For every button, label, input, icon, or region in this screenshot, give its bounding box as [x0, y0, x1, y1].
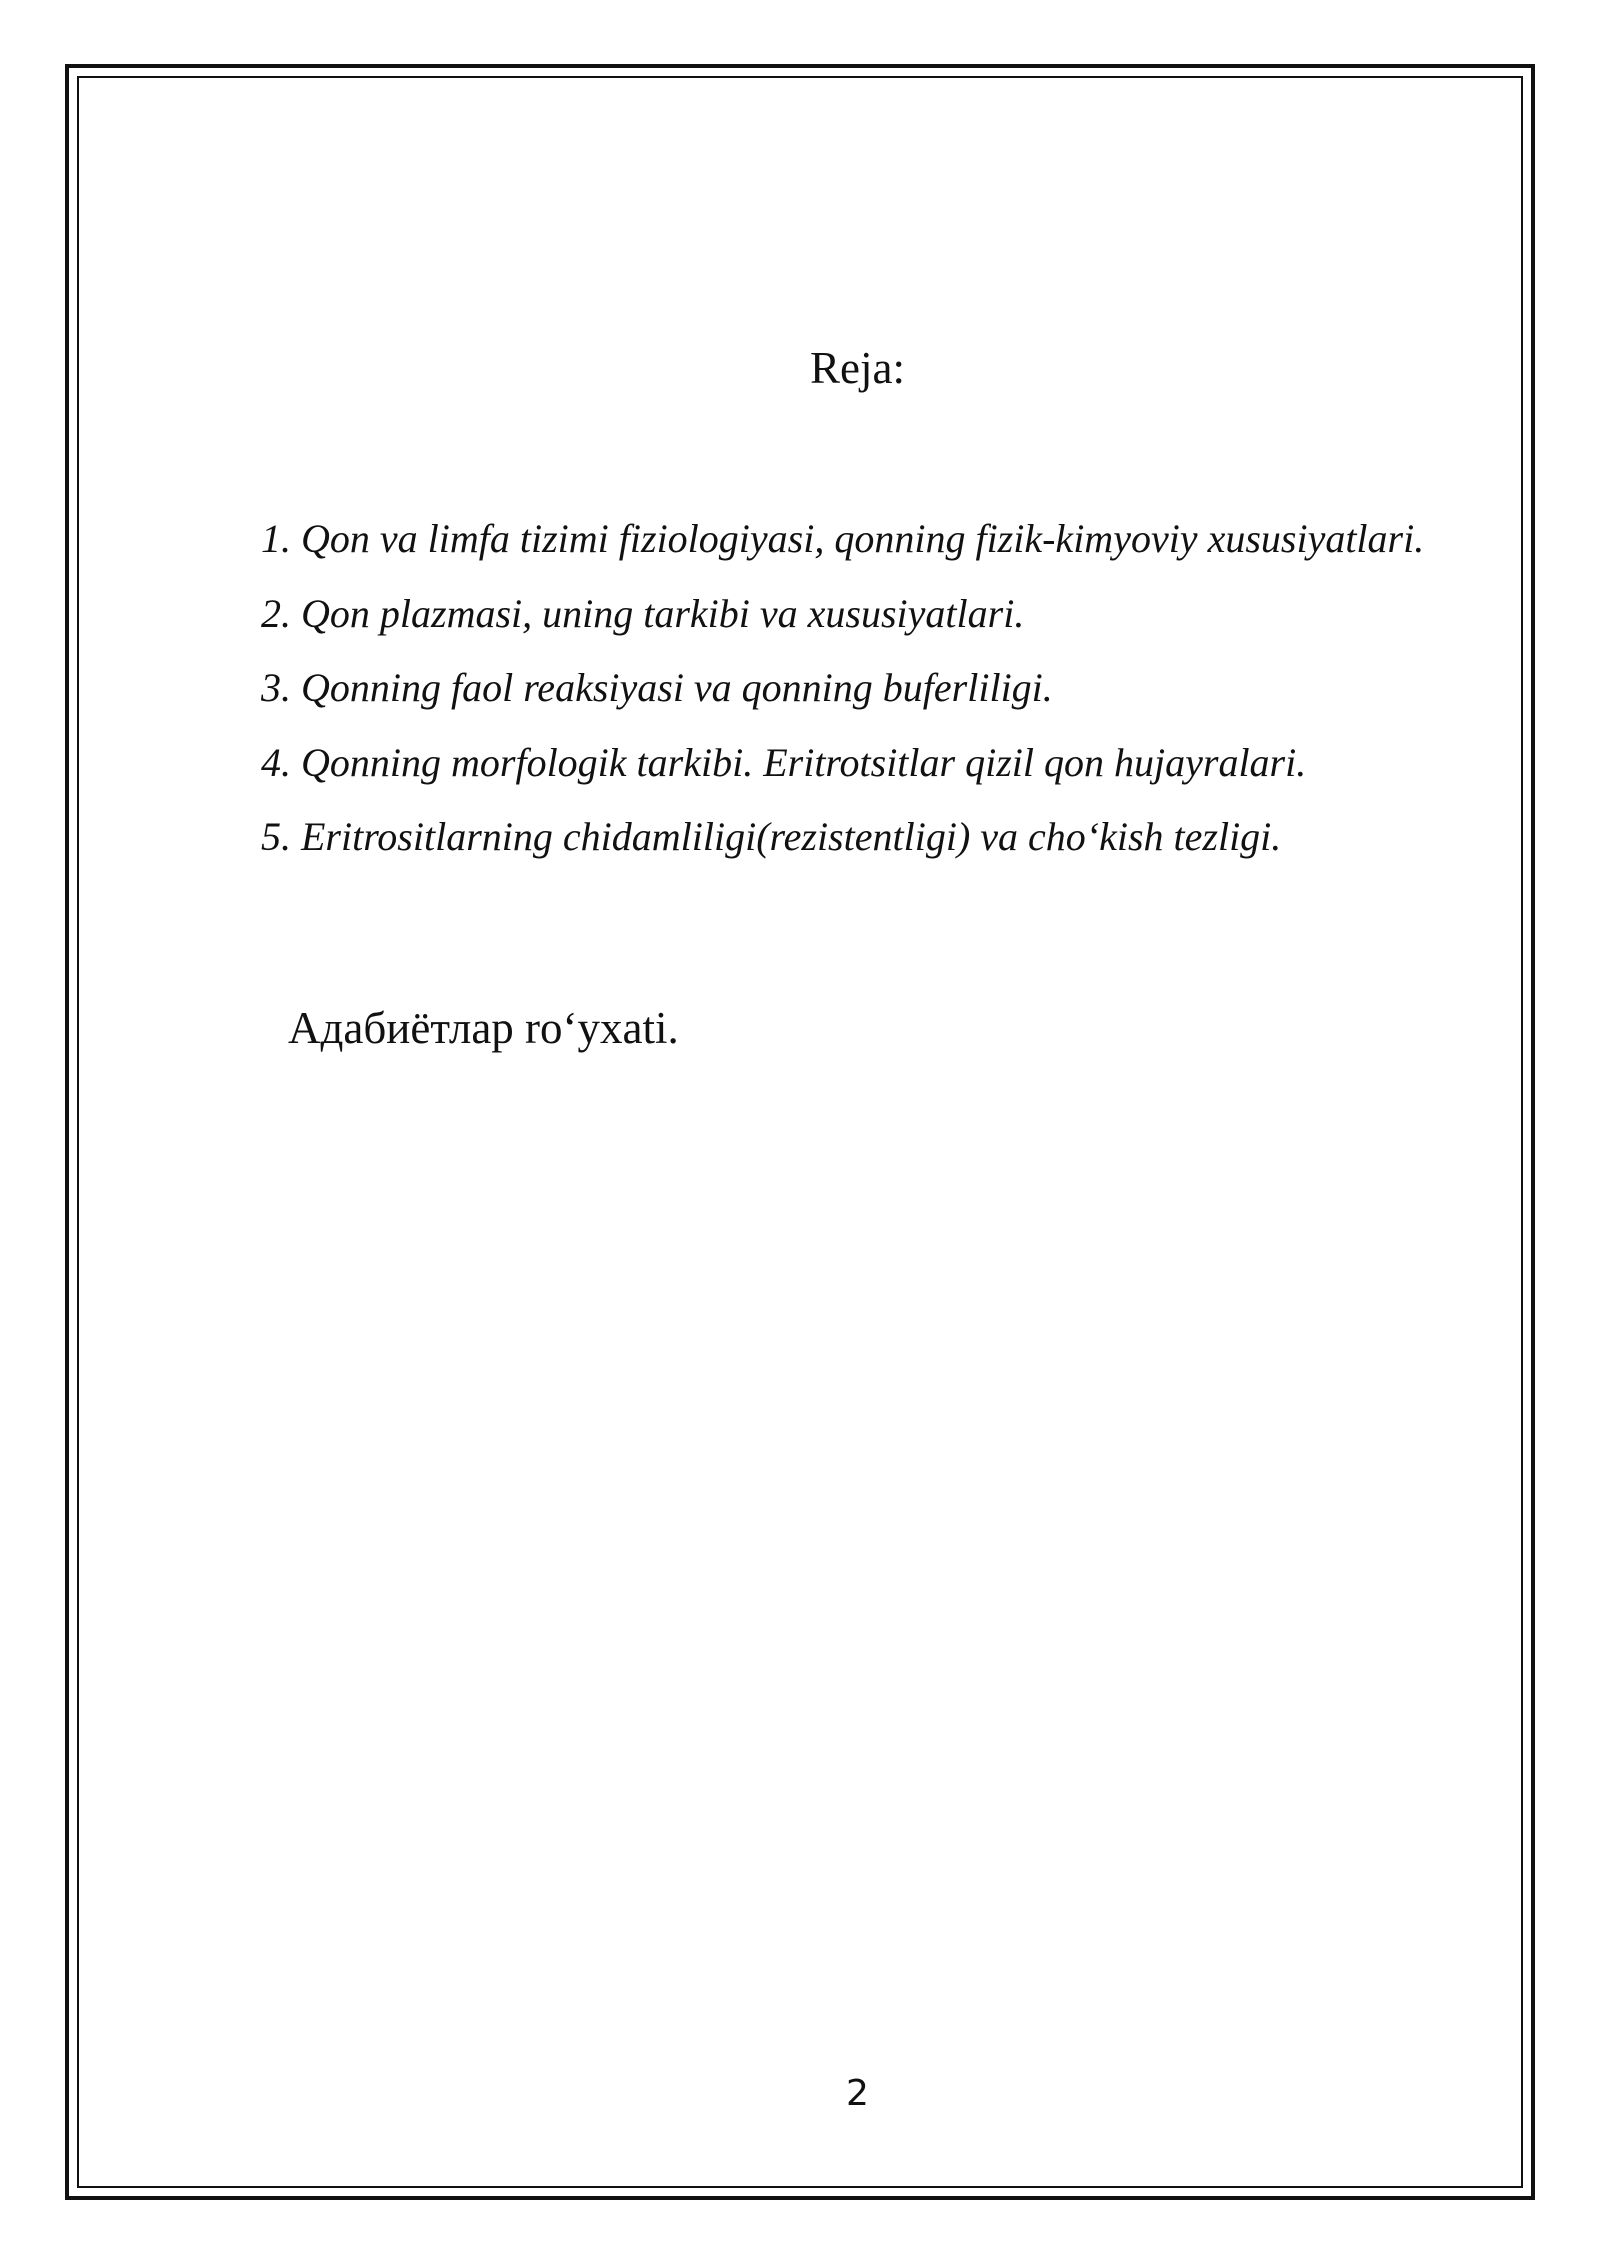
plan-item-5: 5. Eritrositlarning chidamliligi(rezistentligi) va cho‘kish tezligi.	[261, 814, 1282, 859]
plan-item-1: 1. Qon va limfa tizimi fiziologiyasi, qonning fizik-kimyoviy xususiyatlari.	[261, 516, 1425, 561]
plan-item-2: 2. Qon plazmasi, uning tarkibi va xususiyatlari.	[261, 590, 1025, 636]
plan-item-3: 3. Qonning faol reaksiyasi va qonning buferliligi.	[261, 665, 1053, 710]
page-title: Reja:	[810, 343, 905, 393]
references-heading: Адабиётлар roʻyxati.	[288, 1003, 679, 1053]
plan-item-4: 4. Qonning morfologik tarkibi. Eritrotsitlar qizil qon hujayralari.	[261, 739, 1307, 785]
plan-list	[226, 502, 1426, 875]
page-number: 2	[846, 2073, 869, 2114]
